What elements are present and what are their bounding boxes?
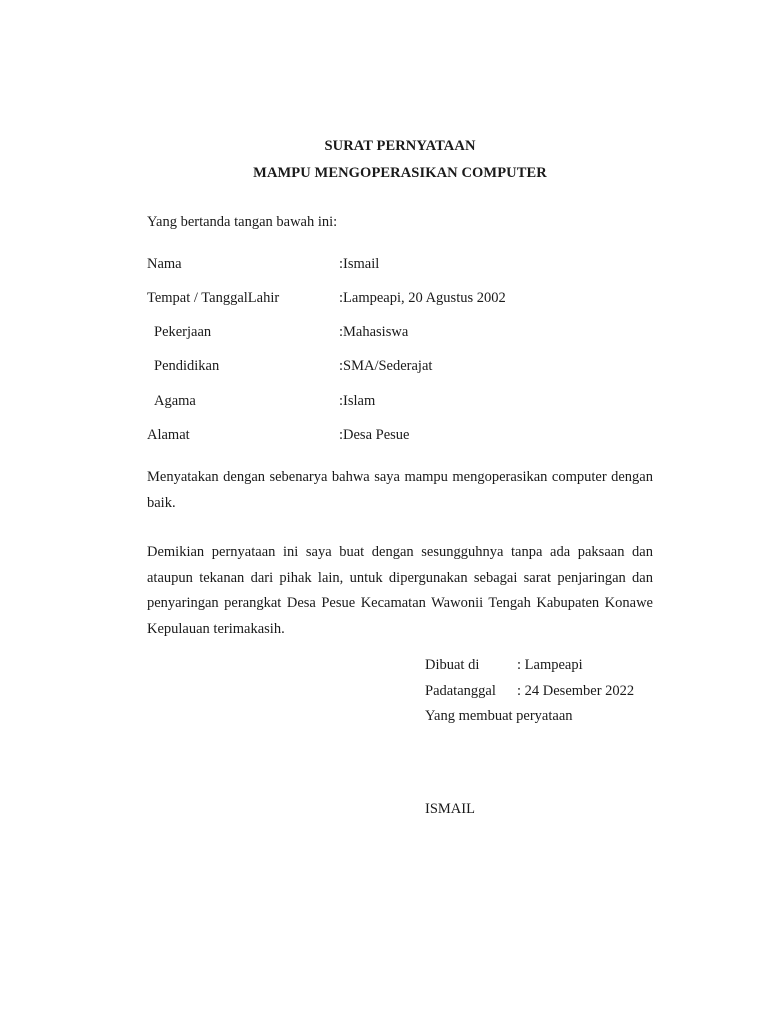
signature-place-value: : Lampeapi <box>517 657 583 673</box>
field-label-nama: Nama <box>147 256 182 272</box>
closing-paragraph: Demikian pernyataan ini saya buat dengan sesungguhnya tanpa ada paksaan dan ataupun tekanan dari pihak lain, untuk dipergunakan sebagai sarat penjaringan dan penyaringan perangkat Desa Pesue Kecamatan Wawonii Tengah Kabupaten Konawe Kepulauan terimakasih. <box>147 544 653 637</box>
intro-text: Yang bertanda tangan bawah ini: <box>147 214 338 230</box>
field-label-pendidikan: Pendidikan <box>154 358 220 374</box>
field-value-agama: :Islam <box>339 393 376 409</box>
field-value-pendidikan: :SMA/Sederajat <box>339 358 433 374</box>
field-label-agama: Agama <box>154 393 196 409</box>
statement-paragraph: Menyatakan dengan sebenarya bahwa saya mampu mengoperasikan computer dengan baik. <box>147 469 653 511</box>
field-label-alamat: Alamat <box>147 427 190 443</box>
document-subtitle: MAMPU MENGOPERASIKAN COMPUTER <box>253 165 547 181</box>
field-value-tempat-tanggal-lahir: :Lampeapi, 20 Agustus 2002 <box>339 290 506 306</box>
signature-date-label: Padatanggal <box>425 683 496 699</box>
signature-maker-label: Yang membuat peryataan <box>425 708 573 724</box>
signature-place-label: Dibuat di <box>425 657 480 673</box>
field-label-tempat-tanggal-lahir: Tempat / TanggalLahir <box>147 290 280 306</box>
document-title: SURAT PERNYATAAN <box>324 138 476 154</box>
signature-date-value: : 24 Desember 2022 <box>517 683 635 699</box>
field-value-pekerjaan: :Mahasiswa <box>339 324 409 340</box>
field-value-nama: :Ismail <box>339 256 380 272</box>
field-value-alamat: :Desa Pesue <box>339 427 410 443</box>
signatory-name: ISMAIL <box>425 801 475 817</box>
field-label-pekerjaan: Pekerjaan <box>154 324 212 340</box>
